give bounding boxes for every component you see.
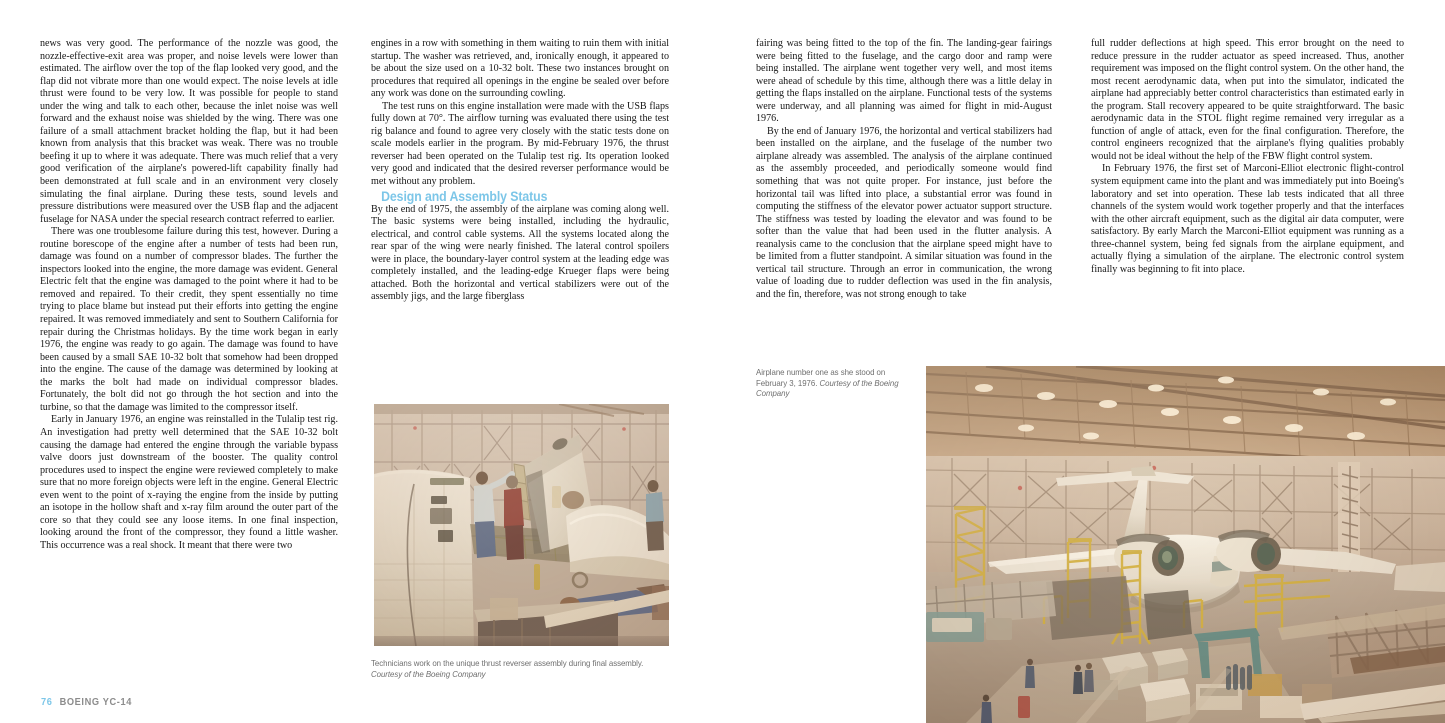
paragraph: news was very good. The performance of the nozzle was good, the nozzle-effective-exit area was proper, and noise levels were lower than estimated. The airflow over the top of the flap looked very good, and the flap did not vibrate more than one would expect. The noise levels at idle thrust were found to be very low. It was possible for people to stand under the wing and talk to each other, because the inlet noise was well forward and the exhaust noise was shielded by the wing. There was one failure of a small attachment bracket holding the flap, but it had been known from analysis that this bracket was weak. There was no trouble beefing it up to where it was adequate. There was much relief that a very good verification of the airplane's powered-lift capability finally had been demonstrated at full scale and in an environment very closely simulating the final airplane. During these tests, sound levels and pressure distributions were measured over the USB flap and the adjacent fuselage for NASA under the special research contract referred to earlier. bbox=[40, 38, 338, 225]
text-column-2 bbox=[371, 38, 669, 304]
text-column-4 bbox=[1091, 38, 1404, 276]
photo-artwork bbox=[374, 404, 669, 646]
paragraph: Early in January 1976, an engine was reinstalled in the Tulalip test rig. An investigation had pretty well determined that the SAE 10-32 bolt causing the damage had entered the engine through the variable bypass valve doors just downstream of the booster. The quality control procedures used to inspect the engine were reviewed completely to make sure that no more foreign objects were left in the engine. General Electric even went to the point of x-raying the engine from the inside by putting an isotope in the hollow shaft and x-ray film around the outer part of the core so that they could see any loose items. In one final inspection, looking around the front of the compressor, they found a little washer. This occurrence was a real shock. It meant that there were two bbox=[40, 414, 338, 551]
section-heading: Design and Assembly Status bbox=[381, 188, 548, 204]
folio-number: 76 bbox=[41, 696, 53, 708]
right-photo-caption bbox=[756, 367, 906, 399]
paragraph: In February 1976, the first set of Marconi-Elliot electronic flight-control system equipment came into the plant and was immediately put into Boeing's laboratory and set into operation. These lab tests indicated that all three channels of the system would work together properly and that the interfaces with the other aircraft equipment, such as the digital air data computer, were satisfactory. By early March the Marconi-Elliot equipment was running as a three-channel system, being fed signals from the airplane equipment, and actually flying a simulation of the airplane. The electronic control system finally was beginning to fit into place. bbox=[1091, 163, 1404, 275]
running-book-title: BOEING YC-14 bbox=[59, 696, 132, 708]
paragraph: There was one troublesome failure during this test, however. During a routine borescope of the engine after a number of tests had been run, damage was found on a number of compressor blades. The further the inspectors looked into the engine, the more damage was evident. General Electric felt that the engine was damaged to the point where it had to be removed and repaired. To their credit, they spent essentially no time trying to place blame but instead put their efforts into getting the engine repaired. It was removed immediately and sent to Southern California for repair during the Christmas holidays. By the time work began in early 1976, the engine was ready to go again. The damage was found to have been caused by a small SAE 10-32 bolt that somehow had been dropped into the engine. The cause of the damage was determined by looking at the marks the bolt had made on individual compressor blades. Fortunately, the bolt did not go through the hot section and into the turbine, so that the damage was limited to the compressor itself. bbox=[40, 226, 338, 413]
thrust-reverser-assembly-photo bbox=[374, 404, 669, 646]
caption-text: Technicians work on the unique thrust reverser assembly during final assembly. bbox=[371, 658, 644, 668]
caption-text: Airplane number one as she stood on February 3, 1976. bbox=[756, 367, 886, 388]
paragraph: full rudder deflections at high speed. This error brought on the need to reduce pressure in the rudder actuator as speed increased. Thus, another requirement was imposed on the flight control system. On the other hand, the most recent aerodynamic data, when put into the simulator, indicated the airplane had appreciably better control characteristics than estimated early in the program. Stall recovery appeared to be quite straightforward. The basic aerodynamic data in the STOL flight regime remained very irregular as a function of angle of attack, even for the final configuration. Therefore, the control engineers recognized that the airplane's flying qualities probably would not be ideal without the help of the FBW flight control system. bbox=[1091, 38, 1404, 162]
paragraph: fairing was being fitted to the top of the fin. The landing-gear fairings were being fitted to the fuselage, and the cargo door and ramp were being installed. The airplane went together very well, and most items were ahead of schedule by this time, although there was a little delay in getting the flaps installed on the airplane. Functional tests of the systems were underway, and all planning was aimed for flight in mid-August 1976. bbox=[756, 38, 1052, 125]
paragraph: By the end of January 1976, the horizontal and vertical stabilizers had been installed on the airplane, and the fuselage of the number two airplane already was assembled. The analysis of the airplane continued as the assembly proceeded, and periodically someone would find something that was not quite proper. For instance, just before the horizontal tail was lifted into place, a substantial error was found in computing the stiffness of the elevator power actuator support structure. The stiffness was tested by loading the elevator and was found to be softer than the value that had been used in the flutter analysis. A reanalysis came to the conclusion that the airplane speed might have to be limited from a flutter standpoint. A similar situation was found in the vertical tail structure. Through an error in communication, the wrong value of loading due to rudder deflection was used in the fin analysis, and the fin, therefore, was not strong enough to take bbox=[756, 125, 1052, 300]
paragraph: The test runs on this engine installation were made with the USB flaps fully down at 70°. The airflow turning was evaluated there using the test rig balance and found to agree very closely with the static tests done on scale models earlier in the program. By mid-February 1976, the thrust reverser had been operated on the Tulalip test rig. Its operation looked very good and indicated that the desired reverser performance would be met without any problem. bbox=[371, 100, 669, 188]
text-column-3 bbox=[756, 38, 1052, 301]
caption-credit: Courtesy of the Boeing Company bbox=[756, 377, 899, 399]
page-footer bbox=[41, 696, 132, 708]
airplane-number-one-hangar-photo bbox=[926, 366, 1445, 723]
left-photo-caption bbox=[371, 658, 662, 679]
text-column-1 bbox=[40, 38, 338, 552]
photo-artwork bbox=[926, 366, 1445, 723]
paragraph: engines in a row with something in them waiting to ruin them with initial startup. The washer was retrieved, and, ironically enough, it appeared to be about the size used on a 10-32 bolt. These two instances brought on procedures that required all openings in the engine be sealed over before any work was done on the surrounding cowling. bbox=[371, 38, 669, 100]
caption-credit: Courtesy of the Boeing Company bbox=[371, 668, 486, 679]
paragraph: By the end of 1975, the assembly of the airplane was coming along well. The basic systems were being installed, including the hydraulic, electrical, and control cable systems. All the systems located along the rear spar of the wing were nearly finished. The lateral control spoilers were in place, the boundary-layer control system at the leading edge was completely installed, and the leading-edge Krueger flaps were being attached. Both the horizontal and vertical stabilizers were out of the assembly jigs, and the large fiberglass bbox=[371, 203, 669, 303]
